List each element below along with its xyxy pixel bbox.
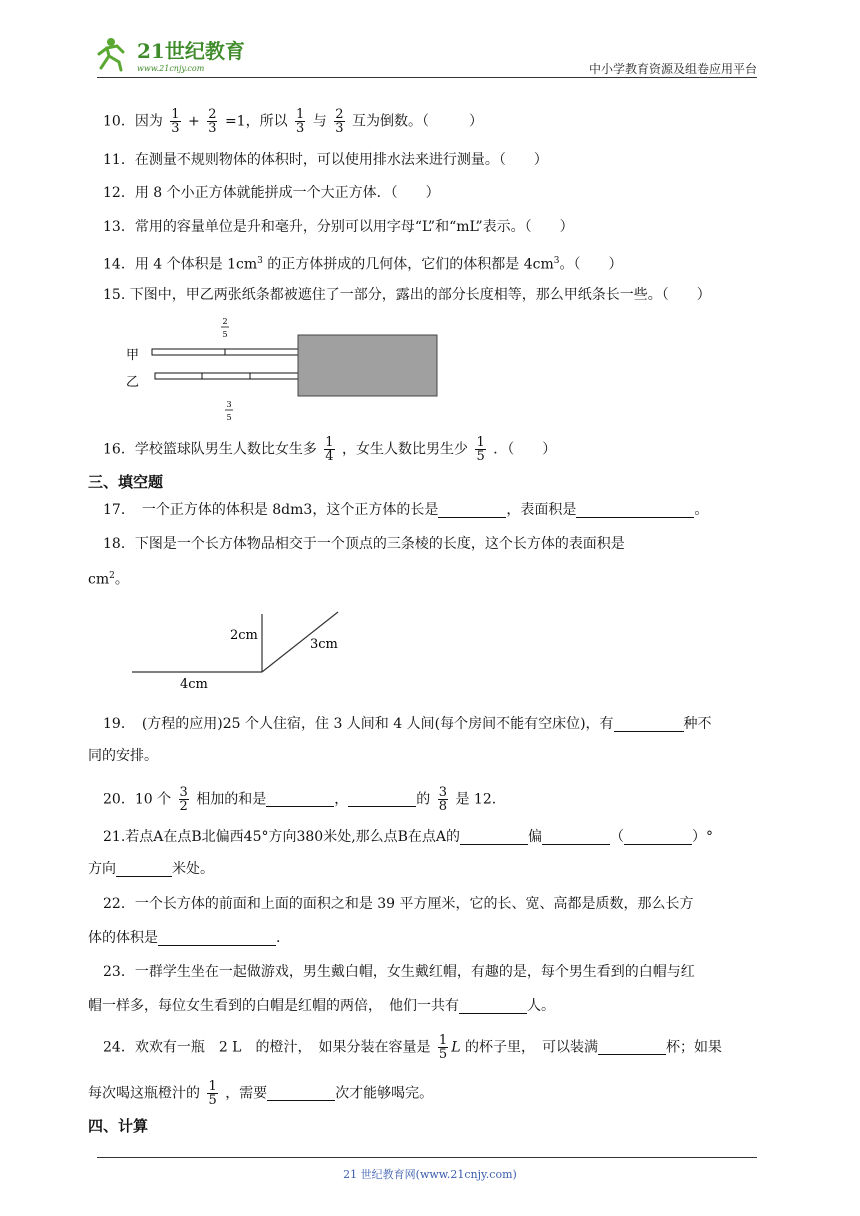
site-logo — [97, 34, 257, 74]
answer-blank[interactable] — [460, 830, 528, 845]
question-19-line1: 19． (方程的应用)25 个人住宿，住 3 人间和 4 人间(每个房间不能有空床位)，有 种不 — [103, 716, 712, 732]
question-18-line1: 18．下图是一个长方体物品相交于一个顶点的三条棱的长度，这个长方体的表面积是 — [103, 536, 625, 552]
paper-strips-figure — [120, 314, 450, 426]
section-4-title: 四、计算 — [88, 1117, 149, 1135]
bottom-fraction-numerator: 3 — [226, 400, 232, 409]
question-18-line2: $cm^2$。 — [88, 571, 129, 588]
logo-text: 21世纪教育 — [137, 39, 245, 63]
logo-url: www.21cnjy.com — [137, 64, 205, 73]
answer-blank[interactable] — [614, 717, 684, 732]
answer-blank[interactable] — [459, 999, 527, 1014]
question-13: 13．常用的容量单位是升和毫升，分别可以用字母“L”和“mL”表示。（ ） — [103, 219, 574, 235]
question-21-line2: 方向 米处。 — [88, 861, 214, 877]
question-17: 17． 一个正方体的体积是 8dm3，这个正方体的长是 ，表面积是 。 — [103, 502, 709, 518]
question-23-line2: 帽一样多，每位女生看到的白帽是红帽的两倍， 他们一共有 人。 — [88, 998, 555, 1014]
question-24-line2: 每次喝这瓶橙汁的 $\frac{1}{5}$ ，需要 次才能够喝完。 — [88, 1079, 434, 1108]
cuboid-edges-figure — [128, 602, 348, 692]
question-24-line1: 24．欢欢有一瓶 2 L 的橙汁， 如果分装在容量是 $\frac{1}{5}$ L 的杯子里， 可以装满 杯；如果 — [103, 1033, 722, 1062]
bottom-fraction-denominator: 5 — [226, 413, 232, 422]
top-fraction-numerator: 2 — [222, 317, 228, 326]
question-22-line2: 体的体积是 . — [88, 930, 281, 946]
fraction: $\frac{2}{3}$ — [335, 107, 344, 136]
question-10: 10．因为 $\frac{1}{3}$ + $\frac{2}{3}$ =1，所以 $\frac{1}{3}$ 与 $\frac{2}{3}$ 互为倒数。（ ） — [103, 107, 483, 136]
answer-blank[interactable] — [158, 931, 276, 946]
question-12: 12．用 8 个小正方体就能拼成一个大正方体．（ ） — [103, 185, 440, 201]
answer-blank[interactable] — [267, 1086, 335, 1101]
question-14: 14．用 4 个体积是 $1cm^3$ 的正方体拼成的几何体，它们的体积都是 $4cm^3$。（ ） — [103, 256, 623, 273]
header-divider — [97, 77, 757, 78]
section-3-title: 三、填空题 — [88, 473, 164, 491]
answer-blank[interactable] — [624, 830, 692, 845]
label-yi: 乙 — [126, 375, 140, 390]
question-15: 15. 下图中，甲乙两张纸条都被遮住了一部分，露出的部分长度相等，那么甲纸条长一些。（ ） — [103, 287, 711, 303]
question-11: 11．在测量不规则物体的体积时，可以使用排水法来进行测量。（ ） — [103, 152, 548, 168]
answer-blank[interactable] — [116, 862, 172, 877]
answer-blank[interactable] — [348, 792, 416, 807]
page-header — [97, 34, 757, 80]
footer-divider — [97, 1157, 757, 1158]
top-fraction-denominator: 5 — [222, 330, 228, 339]
answer-blank[interactable] — [542, 830, 610, 845]
answer-blank[interactable] — [598, 1040, 666, 1055]
question-21-line1: 21.若点A在点B北偏西45°方向380米处,那么点B在点A的 偏 （ ）° — [103, 829, 714, 845]
question-16: 16．学校篮球队男生人数比女生多 $\frac{1}{4}$ ，女生人数比男生少 $\frac{1}{5}$ ．（ ） — [103, 435, 557, 464]
question-20: 20．10 个 $\frac{3}{2}$ 相加的和是 ， 的 $\frac{3}{8}$ 是 12. — [103, 785, 497, 814]
answer-blank[interactable] — [438, 503, 506, 518]
fraction: $\frac{2}{3}$ — [208, 107, 217, 136]
width-label: 3cm — [310, 637, 338, 652]
question-19-line2: 同的安排。 — [88, 748, 158, 764]
label-jia: 甲 — [126, 348, 140, 363]
fraction: $\frac{1}{3}$ — [171, 107, 180, 136]
answer-blank[interactable] — [576, 503, 694, 518]
platform-name: 中小学教育资源及组卷应用平台 — [588, 62, 757, 76]
question-23-line1: 23．一群学生坐在一起做游戏，男生戴白帽，女生戴红帽，有趣的是，每个男生看到的白帽与红 — [103, 964, 695, 980]
length-label: 4cm — [180, 677, 208, 692]
strip-yi — [155, 373, 298, 379]
footer-text: 21 世纪教育网(www.21cnjy.com) — [343, 1168, 517, 1181]
question-22-line1: 22．一个长方体的前面和上面的面积之和是 39 平方厘米，它的长、宽、高都是质数，那么长方 — [103, 896, 694, 912]
covering-block — [298, 335, 437, 396]
runner-icon — [99, 38, 123, 70]
height-label: 2cm — [230, 628, 258, 643]
fraction: $\frac{1}{3}$ — [296, 107, 305, 136]
answer-blank[interactable] — [266, 792, 334, 807]
